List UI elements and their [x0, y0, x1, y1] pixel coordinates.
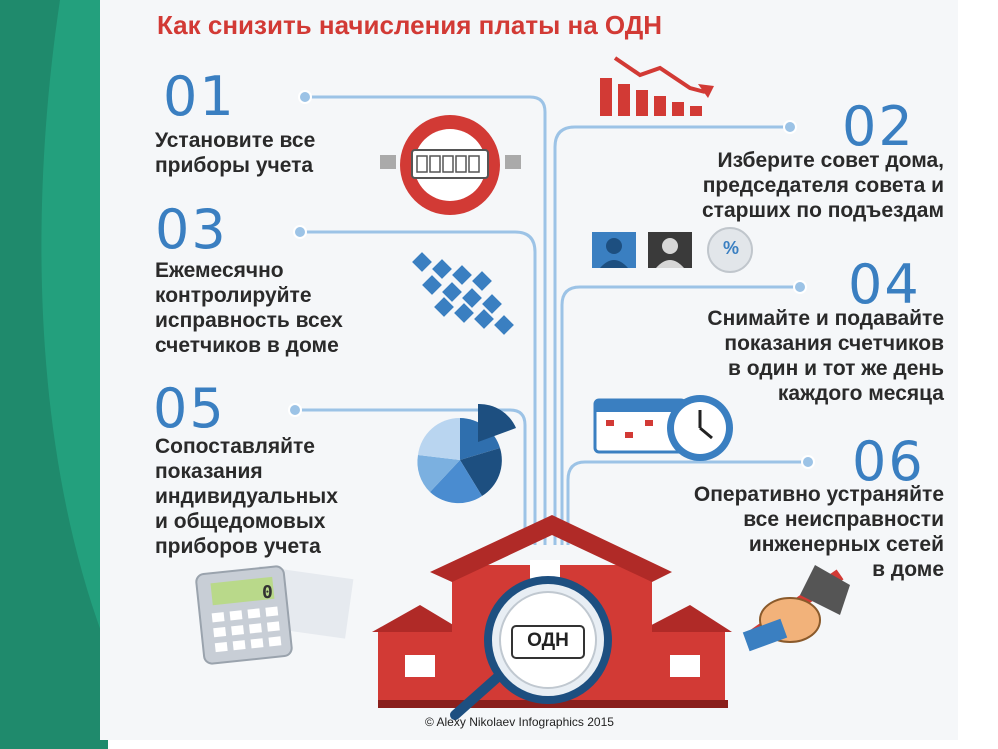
- step-5-number: 05: [153, 377, 226, 440]
- calculator-icon: [196, 566, 354, 665]
- step-6-number: 06: [852, 430, 925, 493]
- pie-chart-icon: [417, 404, 516, 503]
- page-title: Как снизить начисления платы на ОДН: [157, 10, 663, 40]
- step-4-text: Снимайте и подавайте показания счетчиков в один и тот же день каждого месяца: [707, 307, 944, 405]
- copyright-credit: © Alexy Nikolaev Infographics 2015: [425, 715, 614, 729]
- step-1-text: Установите все приборы учета: [155, 129, 316, 177]
- declining-chart-icon: [600, 58, 714, 116]
- step-2-number: 02: [842, 95, 915, 158]
- step-5-text: Сопоставляйте показания индивидуальных и общедомовых приборов учета: [155, 435, 338, 558]
- step-2-text: Изберите совет дома, председателя совета и старших по подъездам: [701, 149, 944, 222]
- house-odn-label: ОДН: [527, 630, 569, 651]
- step-3-text: Ежемесячно контролируйте исправность всех счетчиков в доме: [155, 259, 343, 357]
- step-6-text: Оперативно устраняйте все неисправности инженерных сетей в доме: [693, 483, 944, 581]
- step-3-number: 03: [155, 198, 228, 261]
- meters-grid-icon: [412, 252, 514, 335]
- meter-icon: [380, 115, 521, 215]
- percent-icon: %: [722, 238, 739, 258]
- step-4-number: 04: [848, 253, 921, 316]
- step-1-number: 01: [163, 65, 236, 128]
- calculator-display: 0: [262, 582, 273, 603]
